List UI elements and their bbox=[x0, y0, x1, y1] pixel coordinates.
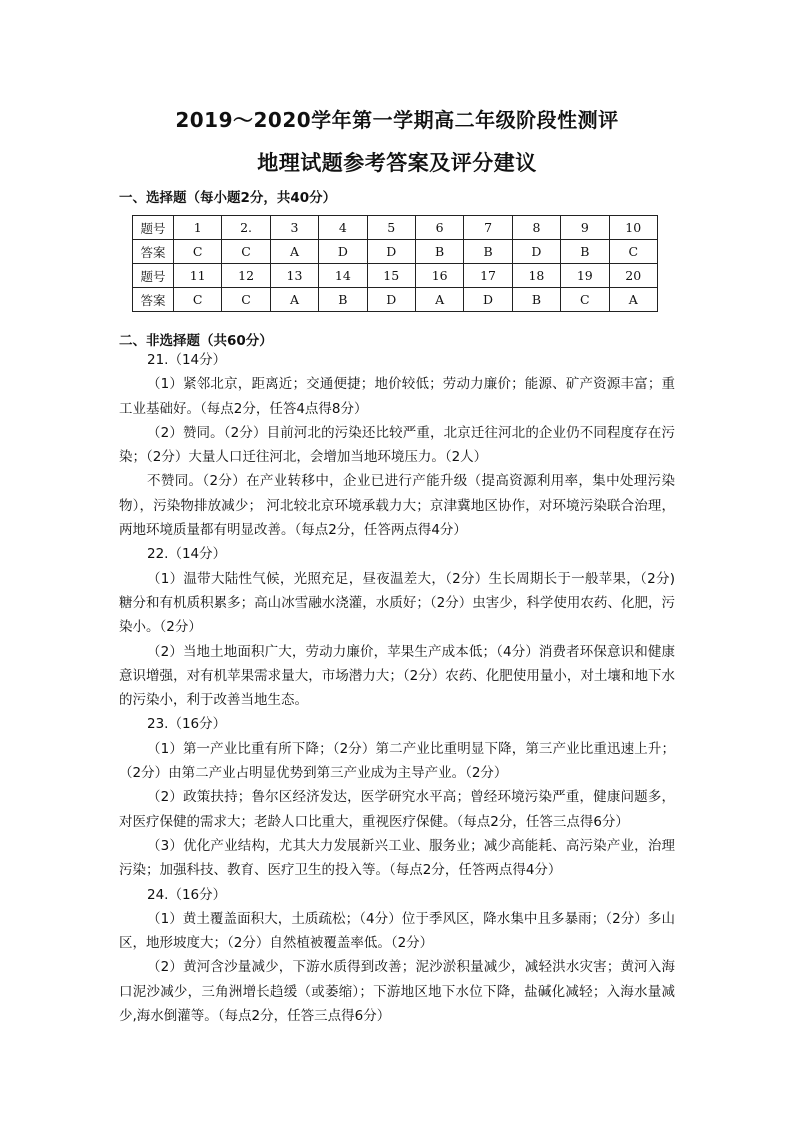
table-cell: A bbox=[270, 288, 318, 312]
table-row bbox=[133, 264, 658, 288]
table-cell: C bbox=[609, 240, 657, 264]
table-cell: C bbox=[222, 288, 270, 312]
table-cell: B bbox=[319, 288, 367, 312]
row-label: 答案 bbox=[133, 240, 174, 264]
section-heading-choice: 一、选择题（每小题2分，共40分） bbox=[119, 190, 337, 206]
table-cell: 6 bbox=[415, 216, 463, 240]
answer-paragraph: （2）政策扶持；鲁尔区经济发达，医学研究水平高；曾经环境污染严重，健康问题多，对医疗保健的需求大；老龄人口比重大，重视医疗保健。（每点2分，任答三点得6分） bbox=[119, 789, 675, 830]
table-cell: 9 bbox=[561, 216, 609, 240]
table-cell: 7 bbox=[464, 216, 512, 240]
question-number: 23.（16分） bbox=[147, 716, 227, 733]
table-cell: 4 bbox=[319, 216, 367, 240]
answer-paragraph: （3）优化产业结构，尤其大力发展新兴工业、服务业；减少高能耗、高污染产业，治理污染；加强科技、教育、医疗卫生的投入等。（每点2分，任答两点得4分） bbox=[119, 837, 675, 879]
table-cell: 8 bbox=[512, 216, 560, 240]
answer-paragraph: （2）赞同。（2分）目前河北的污染还比较严重，北京迁往河北的企业仍不同程度存在污染；（2分）大量人口迁往河北，会增加当地环境压力。（2人） bbox=[119, 424, 675, 466]
table-cell: D bbox=[319, 240, 367, 264]
answer-paragraph: （2）黄河含沙量减少，下游水质得到改善；泥沙淤积量减少，减轻洪水灾害；黄河入海口泥沙减少，三角洲增长趋缓（或萎缩）；下游地区地下水位下降，盐碱化减轻；入海水量减少,海水倒灌等。（每点2分，任答三点得6分） bbox=[119, 959, 675, 1025]
table-cell: D bbox=[367, 288, 415, 312]
table-row bbox=[133, 216, 658, 240]
answer-paragraph: （2）当地土地面积广大，劳动力廉价，苹果生产成本低；（4分）消费者环保意识和健康意识增强，对有机苹果需求量大，市场潜力大；（2分）农药、化肥使用量小，对土壤和地下水的污染小，利于改善当地生态。 bbox=[119, 643, 675, 709]
row-label: 题号 bbox=[133, 264, 174, 288]
table-cell: B bbox=[415, 240, 463, 264]
table-cell: B bbox=[561, 240, 609, 264]
table-cell: D bbox=[512, 240, 560, 264]
table-cell: 16 bbox=[415, 264, 463, 288]
table-cell: B bbox=[512, 288, 560, 312]
question-number: 24.（16分） bbox=[147, 886, 227, 903]
table-cell: A bbox=[609, 288, 657, 312]
section-heading-nonchoice: 二、非选择题（共60分） bbox=[119, 333, 273, 349]
page-title: 2019～2020学年第一学期高二年级阶段性测评 bbox=[175, 108, 619, 132]
table-cell: 2. bbox=[222, 216, 270, 240]
answer-paragraph: （1）黄土覆盖面积大，土质疏松；（4分）位于季风区，降水集中且多暴雨；（2分）多山区，地形坡度大；（2分）自然植被覆盖率低。（2分） bbox=[119, 910, 675, 952]
answer-paragraph: （1）第一产业比重有所下降；（2分）第二产业比重明显下降，第三产业比重迅速上升；（2分）由第二产业占明显优势到第三产业成为主导产业。（2分） bbox=[119, 740, 675, 782]
answer-table bbox=[132, 215, 658, 312]
row-label: 答案 bbox=[133, 288, 174, 312]
table-cell: 15 bbox=[367, 264, 415, 288]
answer-body bbox=[119, 348, 675, 1028]
table-cell: 5 bbox=[367, 216, 415, 240]
table-cell: A bbox=[415, 288, 463, 312]
table-cell: C bbox=[174, 240, 222, 264]
table-row bbox=[133, 240, 658, 264]
answer-paragraph: 不赞同。（2分）在产业转移中，企业已进行产能升级（提高资源利用率，集中处理污染物），污染物排放减少； 河北较北京环境承载力大；京津冀地区协作，对环境污染联合治理，两地环境质量都有明显改善。（每点2分，任答两点得4分） bbox=[119, 473, 675, 539]
table-cell: 20 bbox=[609, 264, 657, 288]
answer-paragraph: （1）温带大陆性气候，光照充足，昼夜温差大，（2分）生长周期长于一般苹果，（2分)糖分和有机质积累多；高山冰雪融水浇灌，水质好；（2分）虫害少，科学使用农药、化肥，污染小。（2分） bbox=[119, 570, 675, 636]
row-label: 题号 bbox=[133, 216, 174, 240]
table-cell: 17 bbox=[464, 264, 512, 288]
table-cell: 11 bbox=[174, 264, 222, 288]
table-cell: 18 bbox=[512, 264, 560, 288]
table-cell: 10 bbox=[609, 216, 657, 240]
table-cell: 1 bbox=[174, 216, 222, 240]
table-cell: 14 bbox=[319, 264, 367, 288]
page-subtitle: 地理试题参考答案及评分建议 bbox=[257, 151, 537, 175]
question-number: 22.（14分） bbox=[147, 546, 227, 563]
table-cell: C bbox=[222, 240, 270, 264]
table-cell: C bbox=[174, 288, 222, 312]
table-cell: 19 bbox=[561, 264, 609, 288]
question-number: 21.（14分） bbox=[147, 352, 227, 368]
table-cell: D bbox=[367, 240, 415, 264]
answer-paragraph: （1）紧邻北京，距离近；交通便捷；地价较低；劳动力廉价；能源、矿产资源丰富；重工业基础好。（每点2分，任答4点得8分） bbox=[119, 376, 675, 417]
table-cell: A bbox=[270, 240, 318, 264]
table-cell: 13 bbox=[270, 264, 318, 288]
table-cell: C bbox=[561, 288, 609, 312]
table-cell: 12 bbox=[222, 264, 270, 288]
table-cell: D bbox=[464, 288, 512, 312]
table-cell: B bbox=[464, 240, 512, 264]
table-cell: 3 bbox=[270, 216, 318, 240]
table-row bbox=[133, 288, 658, 312]
